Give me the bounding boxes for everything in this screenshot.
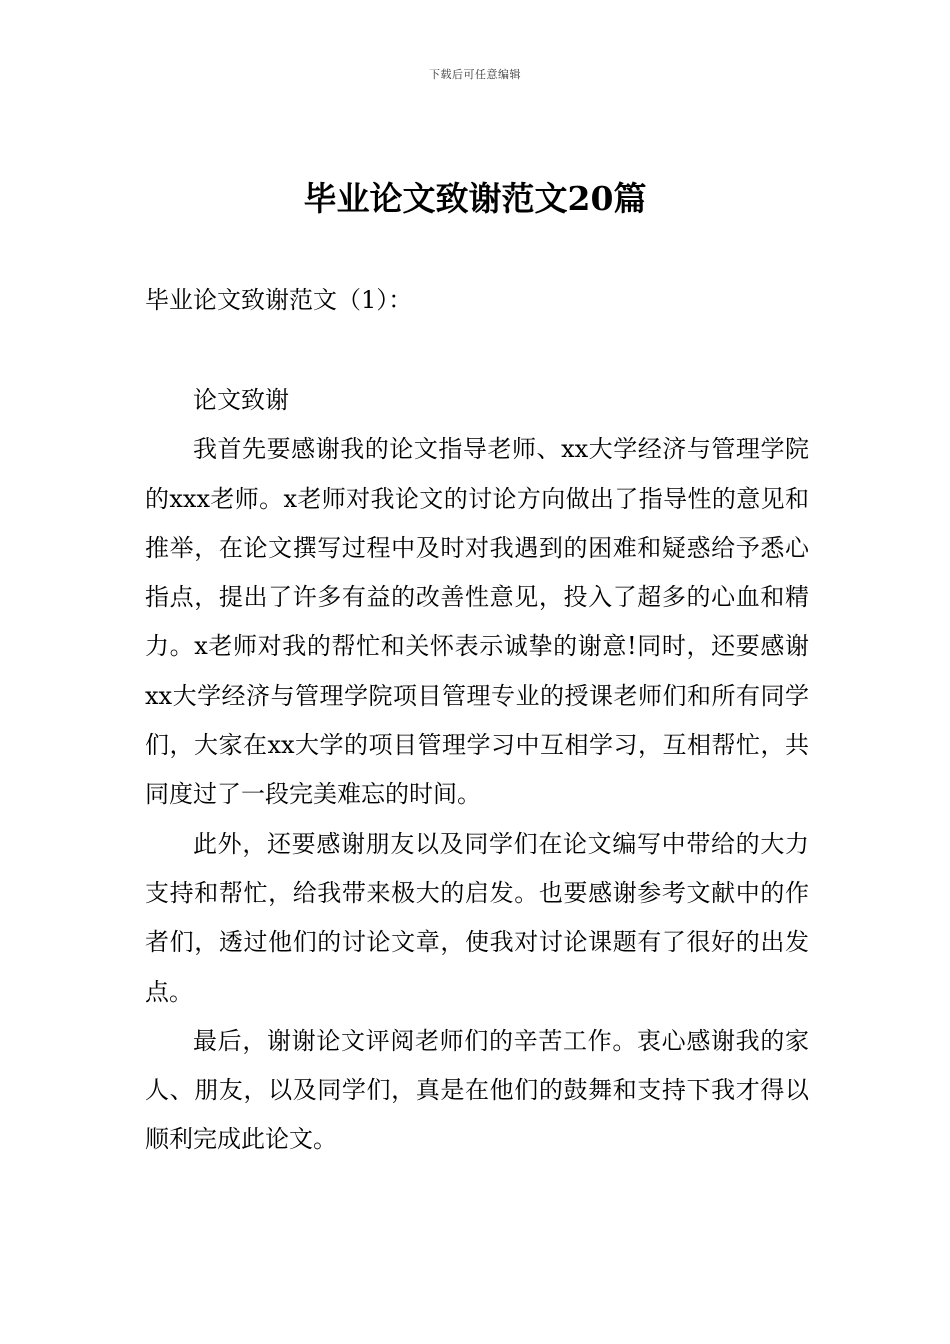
section-heading: 毕业论文致谢范文（1）： [145,286,413,314]
document-title: 毕业论文致谢范文20篇 [303,179,647,218]
header-note: 下载后可任意编辑 [429,68,521,81]
paragraph-3: 最后，谢谢论文评阅老师们的辛苦工作。衷心感谢我的家人、朋友，以及同学们，真是在他们的鼓舞和支持下我才得以顺利完成此论文。 [145,1026,809,1154]
body-text [145,376,809,1165]
paragraph-2: 此外，还要感谢朋友以及同学们在论文编写中带给的大力支持和帮忙，给我带来极大的启发。也要感谢参考文献中的作者们，透过他们的讨论文章，使我对讨论课题有了很好的出发点。 [145,829,809,1006]
subheading: 论文致谢 [193,386,289,414]
paragraph-1: 我首先要感谢我的论文指导老师、xx大学经济与管理学院的xxx老师。x老师对我论文的讨论方向做出了指导性的意见和推举，在论文撰写过程中及时对我遇到的困难和疑惑给予悉心指点，提出了许多有益的改善性意见，投入了超多的心血和精力。x老师对我的帮忙和关怀表示诚挚的谢意!同时，还要感谢xx大学经济与管理学院项目管理专业的授课老师们和所有同学们，大家在xx大学的项目管理学习中互相学习，互相帮忙，共同度过了一段完美难忘的时间。 [145,435,809,809]
